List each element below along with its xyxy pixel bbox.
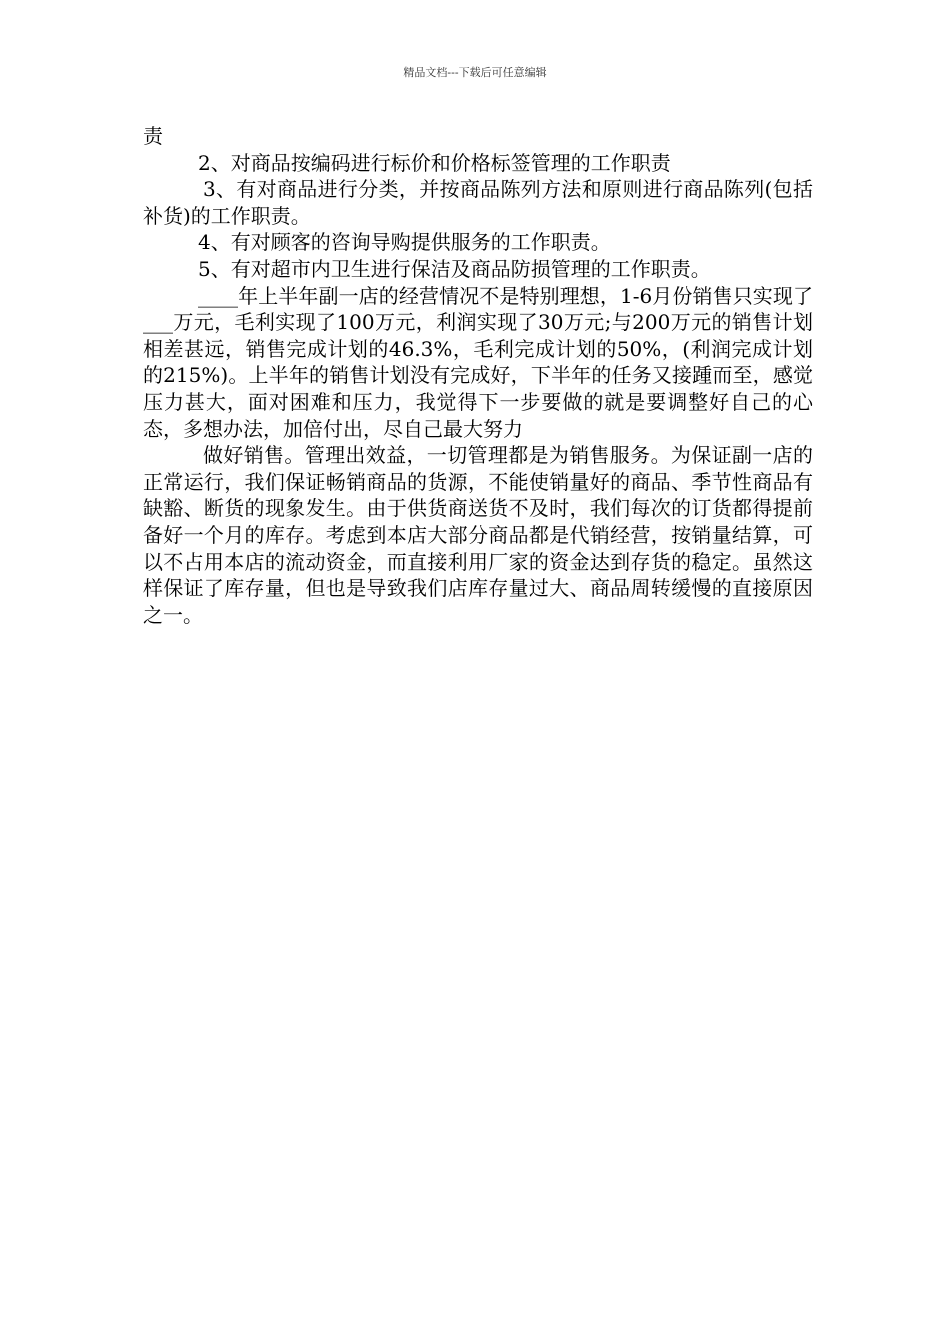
paragraph-sales-summary: ____年上半年副一店的经营情况不是特别理想，1-6月份销售只实现了___万元，毛利实现了100万元，利润实现了30万元;与200万元的销售计划相差甚远，销售完成计划的46.3%，毛利完成计划的50%，(利润完成计划的215%)。上半年的销售计划没有完成好，下半年的任务又接踵而至，感觉压力甚大，面对困难和压力，我觉得下一步要做的就是要调整好自己的心态，多想办法，加倍付出，尽自己最大努力	[143, 283, 813, 441]
paragraph-sales-management: 做好销售。管理出效益，一切管理都是为销售服务。为保证副一店的正常运行，我们保证畅销商品的货源，不能使销量好的商品、季节性商品有缺豁、断货的现象发生。由于供货商送货不及时，我们每次的订货都得提前备好一个月的库存。考虑到本店大部分商品都是代销经营，按销量结算，可以不占用本店的流动资金，而直接利用厂家的资金达到存货的稳定。虽然这样保证了库存量，但也是导致我们店库存量过大、商品周转缓慢的直接原因之一。	[143, 443, 813, 627]
paragraph-duty-continuation: 责	[143, 124, 163, 148]
page-header: 精品文档---下载后可任意编辑	[403, 66, 547, 79]
paragraph-duty-5: 5、有对超市内卫生进行保洁及商品防损管理的工作职责。	[198, 256, 711, 281]
paragraph-duty-2: 2、对商品按编码进行标价和价格标签管理的工作职责	[198, 150, 671, 175]
document-body	[143, 123, 813, 628]
paragraph-duty-4: 4、有对顾客的咨询导购提供服务的工作职责。	[198, 230, 611, 255]
paragraph-duty-3: 3、有对商品进行分类，并按商品陈列方法和原则进行商品陈列(包括补货)的工作职责。	[143, 177, 813, 228]
